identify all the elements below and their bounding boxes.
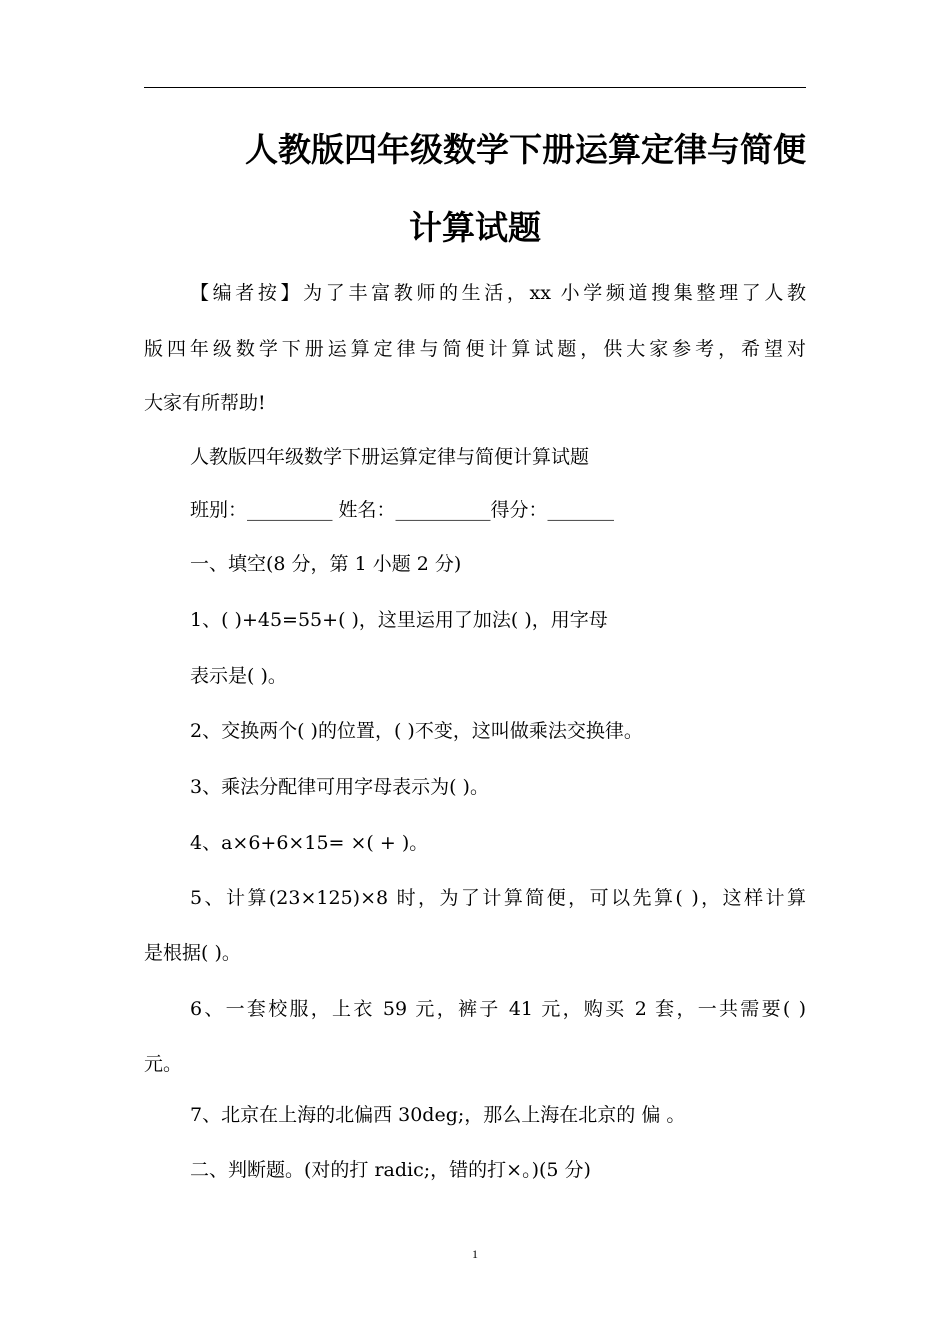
question-7: 7、北京在上海的北偏西 30deg;，那么上海在北京的 偏 。 — [190, 1104, 686, 1126]
subtitle: 人教版四年级数学下册运算定律与简便计算试题 — [190, 446, 590, 468]
editor-note-line1: 【编者按】为了丰富教师的生活，xx 小学频道搜集整理了人教 — [190, 282, 806, 304]
question-6-line2: 元。 — [144, 1053, 183, 1075]
question-5-line1: 5、计算(23×125)×8 时，为了计算简便，可以先算( )，这样计算 — [190, 887, 806, 909]
question-5-line2: 是根据( )。 — [144, 942, 241, 964]
section-2-heading: 二、判断题。(对的打 radic;，错的打×。)(5 分) — [190, 1159, 591, 1181]
document-title-line1: 人教版四年级数学下册运算定律与简便 — [245, 130, 806, 169]
page-number: 1 — [472, 1247, 478, 1261]
question-1-line2: 表示是( )。 — [190, 665, 287, 687]
section-1-heading: 一、填空(8 分，第 1 小题 2 分) — [190, 553, 462, 575]
question-4: 4、a×6+6×15= ×( + )。 — [190, 832, 429, 854]
header-rule — [144, 87, 806, 88]
question-6-line1: 6、一套校服，上衣 59 元，裤子 41 元，购买 2 套，一共需要( ) — [190, 998, 806, 1020]
editor-note-line3: 大家有所帮助! — [144, 392, 266, 414]
document-title-line2: 计算试题 — [409, 208, 541, 247]
editor-note-line2: 版四年级数学下册运算定律与简便计算试题，供大家参考，希望对 — [144, 338, 806, 360]
info-line: 班别：_________ 姓名：__________得分：_______ — [190, 499, 615, 521]
question-2: 2、交换两个( )的位置，( )不变，这叫做乘法交换律。 — [190, 720, 643, 742]
question-1-line1: 1、( )+45=55+( )，这里运用了加法( )，用字母 — [190, 609, 608, 631]
question-3: 3、乘法分配律可用字母表示为( )。 — [190, 776, 489, 798]
